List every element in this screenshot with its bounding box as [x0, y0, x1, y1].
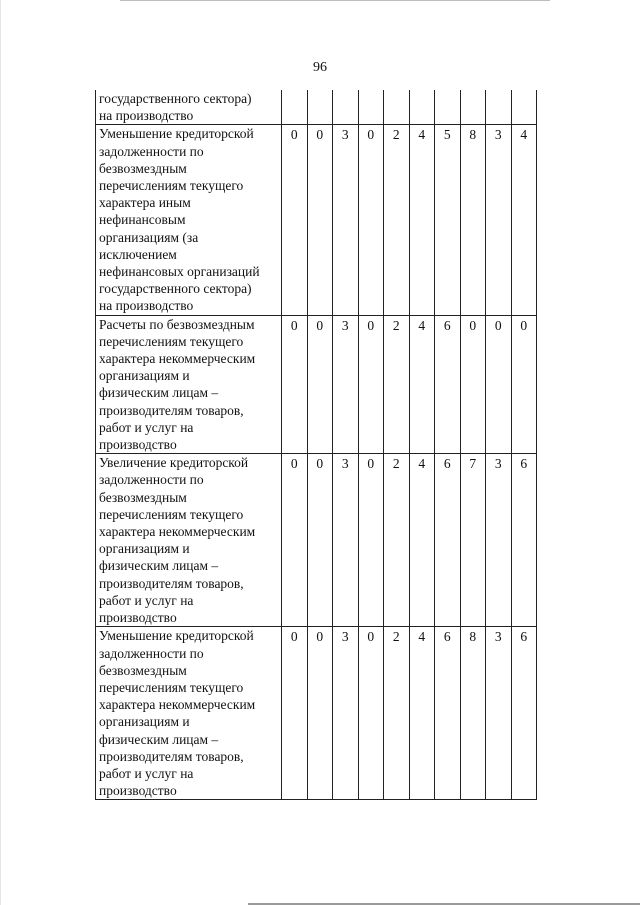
code-digit-cell: 0	[307, 315, 333, 454]
code-digit-cell	[435, 90, 461, 125]
code-digit-cell: 3	[333, 125, 359, 315]
code-digit-cell: 4	[409, 454, 435, 627]
description-line: исключением	[99, 246, 177, 262]
code-digit-cell: 3	[333, 315, 359, 454]
code-digit-cell: 0	[307, 627, 333, 800]
code-digit-cell	[333, 90, 359, 125]
description-line: перечислениям текущего	[99, 506, 244, 522]
code-digit-cell: 0	[307, 125, 333, 315]
description-line: физическим лицам –	[99, 731, 219, 747]
description-line: задолженности по	[99, 143, 204, 159]
description-line: работ и услуг на	[99, 592, 194, 608]
table-body	[96, 90, 537, 800]
description-line: производство	[99, 610, 177, 626]
description-line: Уменьшение кредиторской	[99, 628, 254, 644]
row-description	[96, 627, 282, 800]
description-line: организациям и	[99, 368, 190, 384]
description-line: работ и услуг на	[99, 419, 194, 435]
code-digit-cell	[384, 90, 410, 125]
description-line: характера иным	[99, 195, 191, 211]
description-line: безвозмездным	[99, 489, 187, 505]
account-codes-table	[95, 90, 537, 800]
code-digit-cell: 0	[460, 315, 486, 454]
code-digit-cell: 3	[333, 627, 359, 800]
scan-edge-left	[0, 0, 1, 905]
description-line: задолженности по	[99, 645, 204, 661]
code-digit-cell: 2	[384, 315, 410, 454]
code-digit-cell: 0	[358, 315, 384, 454]
code-digit-cell: 0	[282, 315, 308, 454]
code-digit-cell: 4	[511, 125, 537, 315]
code-digit-cell: 2	[384, 454, 410, 627]
code-digit-cell: 4	[409, 125, 435, 315]
row-description	[96, 454, 282, 627]
scan-edge-top	[120, 0, 550, 1]
code-digit-cell: 3	[486, 454, 512, 627]
description-line: государственного сектора)	[99, 91, 252, 106]
description-line: безвозмездным	[99, 160, 187, 176]
description-line: организациям и	[99, 541, 190, 557]
description-line: перечислениям текущего	[99, 178, 244, 194]
description-line: на производство	[99, 298, 194, 314]
code-digit-cell	[358, 90, 384, 125]
code-digit-cell: 0	[358, 125, 384, 315]
description-line: работ и услуг на	[99, 765, 194, 781]
description-line: перечислениям текущего	[99, 333, 244, 349]
code-digit-cell	[307, 90, 333, 125]
description-line: производство	[99, 783, 177, 799]
row-description	[96, 125, 282, 315]
code-digit-cell: 6	[511, 454, 537, 627]
code-digit-cell: 0	[282, 454, 308, 627]
description-line: безвозмездным	[99, 662, 187, 678]
description-line: нефинансовым	[99, 212, 186, 228]
description-line: задолженности по	[99, 472, 204, 488]
code-digit-cell: 0	[486, 315, 512, 454]
code-digit-cell: 0	[282, 627, 308, 800]
code-digit-cell: 0	[358, 627, 384, 800]
code-digit-cell: 3	[486, 125, 512, 315]
code-digit-cell: 0	[282, 125, 308, 315]
page-number: 96	[313, 60, 327, 75]
code-digit-cell	[511, 90, 537, 125]
description-line: Увеличение кредиторской	[99, 455, 249, 471]
code-digit-cell: 0	[307, 454, 333, 627]
code-digit-cell: 0	[511, 315, 537, 454]
code-digit-cell	[486, 90, 512, 125]
code-digit-cell: 8	[460, 627, 486, 800]
code-digit-cell: 0	[358, 454, 384, 627]
description-line: на производство	[99, 108, 194, 124]
description-line: Уменьшение кредиторской	[99, 126, 254, 142]
code-digit-cell: 3	[486, 627, 512, 800]
code-digit-cell: 4	[409, 627, 435, 800]
table-row	[96, 454, 537, 627]
description-line: организациям и	[99, 714, 190, 730]
table-row	[96, 627, 537, 800]
description-line: производство	[99, 437, 177, 453]
code-digit-cell: 6	[435, 315, 461, 454]
description-line: характера некоммерческим	[99, 524, 256, 540]
code-digit-cell	[409, 90, 435, 125]
table-row	[96, 90, 537, 125]
code-digit-cell: 6	[435, 627, 461, 800]
code-digit-cell: 8	[460, 125, 486, 315]
description-line: характера некоммерческим	[99, 351, 256, 367]
code-digit-cell: 5	[435, 125, 461, 315]
description-line: организациям (за	[99, 229, 199, 245]
description-line: характера некоммерческим	[99, 697, 256, 713]
table-row	[96, 125, 537, 315]
code-digit-cell: 3	[333, 454, 359, 627]
description-line: перечислениям текущего	[99, 679, 244, 695]
description-line: Расчеты по безвозмездным	[99, 316, 255, 332]
code-digit-cell: 7	[460, 454, 486, 627]
code-digit-cell	[460, 90, 486, 125]
description-line: производителям товаров,	[99, 402, 244, 418]
description-line: государственного сектора)	[99, 281, 252, 297]
row-description	[96, 90, 282, 125]
code-digit-cell: 2	[384, 125, 410, 315]
code-digit-cell	[282, 90, 308, 125]
description-line: физическим лицам –	[99, 385, 219, 401]
code-digit-cell: 4	[409, 315, 435, 454]
code-digit-cell: 2	[384, 627, 410, 800]
description-line: физическим лицам –	[99, 558, 219, 574]
description-line: производителям товаров,	[99, 575, 244, 591]
description-line: нефинансовых организаций	[99, 264, 260, 280]
description-line: производителям товаров,	[99, 748, 244, 764]
code-digit-cell: 6	[511, 627, 537, 800]
code-digit-cell: 6	[435, 454, 461, 627]
table-row	[96, 315, 537, 454]
row-description	[96, 315, 282, 454]
